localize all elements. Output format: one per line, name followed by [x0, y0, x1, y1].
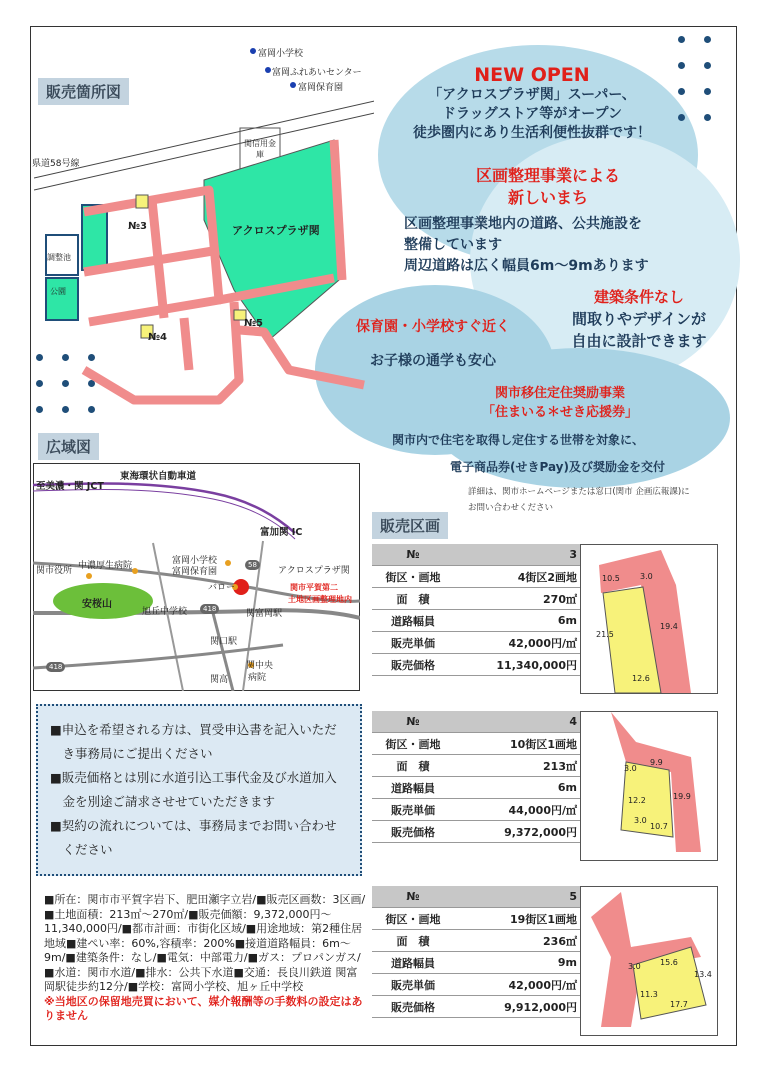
lot5-dim: 15.6	[660, 958, 678, 967]
map-label-lot3: №3	[128, 221, 147, 232]
headline-line2: ドラッグストア等がオープン	[442, 106, 622, 122]
lot-unit-price-label: 販売単価	[372, 974, 454, 996]
wide-site1: 関市平賀第二	[290, 583, 338, 592]
lot-block-value: 10街区1画地	[454, 733, 582, 755]
headline-line1: 「アクロスプラザ関」スーパー、	[428, 87, 636, 103]
lot4-dim: 19.9	[673, 792, 691, 801]
block3-line2: 自由に設計できます	[571, 332, 707, 350]
block5-line2: 電子商品券(せきPay)及び奨励金を交付	[450, 460, 665, 474]
block5	[430, 384, 690, 422]
lot-unit-price-value: 42,000円/㎡	[454, 632, 582, 654]
note-line: ください	[50, 842, 113, 857]
map-label-plaza: アクロスプラザ関	[232, 224, 320, 237]
lot4-plan	[580, 711, 718, 861]
lot-no-value: 5	[454, 886, 582, 908]
wide-hosp2a: 関中央	[246, 661, 274, 671]
tag-sales-location: 販売箇所図	[38, 78, 129, 105]
lot4-dim: 12.2	[628, 796, 646, 805]
wide-ic: 富加関 IC	[260, 527, 303, 538]
tag-sales-lots: 販売区画	[372, 512, 448, 539]
notes-box	[36, 704, 362, 876]
lot-road-label: 道路幅員	[372, 952, 454, 974]
headline-block	[362, 64, 702, 143]
map-label-school: 富岡小学校	[258, 49, 304, 59]
lot4-dim: 10.7	[650, 822, 668, 831]
wide-hospital: 中濃厚生病院	[78, 561, 133, 571]
lot-unit-price-label: 販売単価	[372, 799, 454, 821]
lot-no-value: 4	[454, 711, 582, 733]
block3-title: 建築条件なし	[593, 288, 684, 306]
wide-hosp2b: 病院	[248, 673, 267, 683]
tag-wide-area: 広域図	[38, 433, 99, 460]
wide-route-418a: 418	[200, 604, 219, 614]
lot-road-label: 道路幅員	[372, 777, 454, 799]
lot3-dim: 19.4	[660, 622, 678, 631]
lot5-dim: 3.0	[628, 962, 641, 971]
lot-block-value: 4街区2画地	[454, 566, 582, 588]
lot-no-label: №	[372, 711, 454, 733]
lot-block-label: 街区・画地	[372, 733, 454, 755]
lot-road-value: 6m	[454, 777, 582, 799]
info-warning: ※当地区の保留地売買において、媒介報酬等の手数料の設定はありません	[44, 994, 363, 1022]
lot-area-label: 面 積	[372, 755, 454, 777]
map-label-park: 公園	[50, 287, 66, 296]
lot-road-value: 6m	[454, 610, 582, 632]
property-info	[44, 893, 366, 1024]
lot-block-value: 19街区1画地	[454, 908, 582, 930]
map-label-center: 富岡ふれあいセンター	[272, 68, 362, 78]
lot-area-value: 236㎡	[454, 930, 582, 952]
block5-title1: 関市移住定住奨励事業	[494, 386, 625, 401]
block4-line1: お子様の通学も安心	[370, 353, 496, 369]
lot-area-value: 213㎡	[454, 755, 582, 777]
lot-price-value: 9,372,000円	[454, 821, 582, 843]
map-label-lot5: №5	[244, 318, 263, 329]
block2-title1: 区画整理事業による	[475, 166, 620, 185]
map-label-road: 県道58号線	[32, 159, 80, 169]
lot3-dim: 3.0	[640, 572, 653, 581]
lot-road-value: 9m	[454, 952, 582, 974]
new-open-title: NEW OPEN	[474, 64, 590, 86]
lot3-plan	[580, 544, 718, 694]
lot-price-value: 11,340,000円	[454, 654, 582, 676]
block5-title2: 「住まいる＊せき応援券」	[481, 405, 638, 420]
lot-no-label: №	[372, 886, 454, 908]
lot-price-label: 販売価格	[372, 654, 454, 676]
map-label-nursery: 富岡保育園	[298, 83, 344, 93]
map-label-lot4: №4	[148, 332, 167, 343]
block2-body	[404, 214, 724, 277]
wide-hs: 関高	[210, 675, 229, 685]
lot-no-value: 3	[454, 544, 582, 566]
wide-route-418b: 418	[46, 662, 65, 672]
wide-jct: 至美濃・関 JCT	[36, 481, 104, 492]
wide-school-a: 富岡小学校	[172, 556, 218, 566]
lot5-dim: 11.3	[640, 990, 658, 999]
lot-price-value: 9,912,000円	[454, 996, 582, 1018]
lot5-plan	[580, 886, 718, 1036]
lot4-table	[372, 711, 582, 843]
lot-price-label: 販売価格	[372, 996, 454, 1018]
lot3-table	[372, 544, 582, 676]
lot4-dim: 3.0	[624, 764, 637, 773]
lot-area-label: 面 積	[372, 588, 454, 610]
note-line: ■販売価格とは別に水道引込工事代金及び水道加入	[50, 770, 337, 785]
lot4-dim: 3.0	[634, 816, 647, 825]
lot3-dim: 21.5	[596, 630, 614, 639]
block2-line1: 区画整理事業地内の道路、公共施設を	[404, 216, 642, 232]
lot4-dim: 9.9	[650, 758, 663, 767]
lot-unit-price-label: 販売単価	[372, 632, 454, 654]
block2-line2: 整備しています	[404, 237, 502, 253]
wide-jhs: 旭丘中学校	[142, 607, 188, 617]
map-label-bank: 関信用金庫	[244, 139, 276, 159]
block3-line1: 間取りやデザインが	[572, 310, 706, 328]
note-line: ■契約の流れについては、事務局までお問い合わせ	[50, 818, 337, 833]
wide-expressway: 東海環状自動車道	[120, 471, 197, 482]
wide-mountain: 安桜山	[82, 599, 112, 610]
lot3-dim: 12.6	[632, 674, 650, 683]
info-text: ■所在：関市市平賀字岩下、肥田瀬字立岩/■販売区画数：3区画/■土地面積：213㎡～270㎡/■販売価額：9,372,000円～11,340,000円/■都市計画：市街化区域/■用途地域：第2種住居地域■建ぺい率：60%,容積率：200%■接道道路幅員：6m～9m/■建築条件：なし/■電気：中部電力/■ガス：プロパンガス/■水道：関市水道/■排水：公共下水道■交通：長良川鉄道 関富岡駅徒歩約12分/■学校：富岡小学校、旭ヶ丘中学校	[44, 893, 366, 993]
lot-price-label: 販売価格	[372, 821, 454, 843]
lot5-table	[372, 886, 582, 1018]
block3	[546, 286, 732, 352]
lot-area-label: 面 積	[372, 930, 454, 952]
lot5-dim: 17.7	[670, 1000, 688, 1009]
location-map	[34, 40, 374, 440]
block2-line3: 周辺道路は広く幅員6m～9mあります	[404, 258, 649, 274]
wide-plaza: アクロスプラザ関	[278, 566, 350, 576]
lot5-dim: 13.4	[694, 970, 712, 979]
map-label-pond: 調整池	[47, 253, 71, 262]
wide-city-hall: 関市役所	[36, 566, 73, 576]
wide-school-b: 富岡保育園	[172, 567, 218, 577]
block5-small2: お問い合わせください	[468, 503, 554, 513]
block4	[318, 316, 548, 372]
block5-line1: 関市内で住宅を取得し定住する世帯を対象に、	[392, 433, 645, 447]
note-line: ■申込を希望される方は、買受申込書を記入いただ	[50, 722, 337, 737]
lot-block-label: 街区・画地	[372, 566, 454, 588]
lot-unit-price-value: 42,000円/㎡	[454, 974, 582, 996]
lot3-dim: 10.5	[602, 574, 620, 583]
note-line: 金を別途ご請求させせていただきます	[50, 794, 276, 809]
block5-small1: 詳細は、関市ホームページまたは窓口(関市 企画広報課)に	[468, 487, 690, 497]
lot-unit-price-value: 44,000円/㎡	[454, 799, 582, 821]
block2	[398, 165, 698, 209]
wide-area-map	[33, 463, 360, 691]
wide-station2: 関口駅	[210, 637, 238, 647]
note-line: き事務局にご提出ください	[50, 746, 213, 761]
block4-title: 保育園・小学校すぐ近く	[356, 319, 510, 335]
lot-no-label: №	[372, 544, 454, 566]
lot-block-label: 街区・画地	[372, 908, 454, 930]
lot-area-value: 270㎡	[454, 588, 582, 610]
block2-title2: 新しいまち	[507, 188, 588, 207]
headline-line3: 徒歩圏内にあり生活利便性抜群です！	[413, 125, 651, 141]
wide-valor: バロー	[208, 583, 236, 593]
wide-station1: 関富岡駅	[246, 609, 283, 619]
wide-route-58: 58	[245, 560, 260, 570]
lot-road-label: 道路幅員	[372, 610, 454, 632]
wide-site2: 土地区画整理地内	[288, 595, 352, 604]
